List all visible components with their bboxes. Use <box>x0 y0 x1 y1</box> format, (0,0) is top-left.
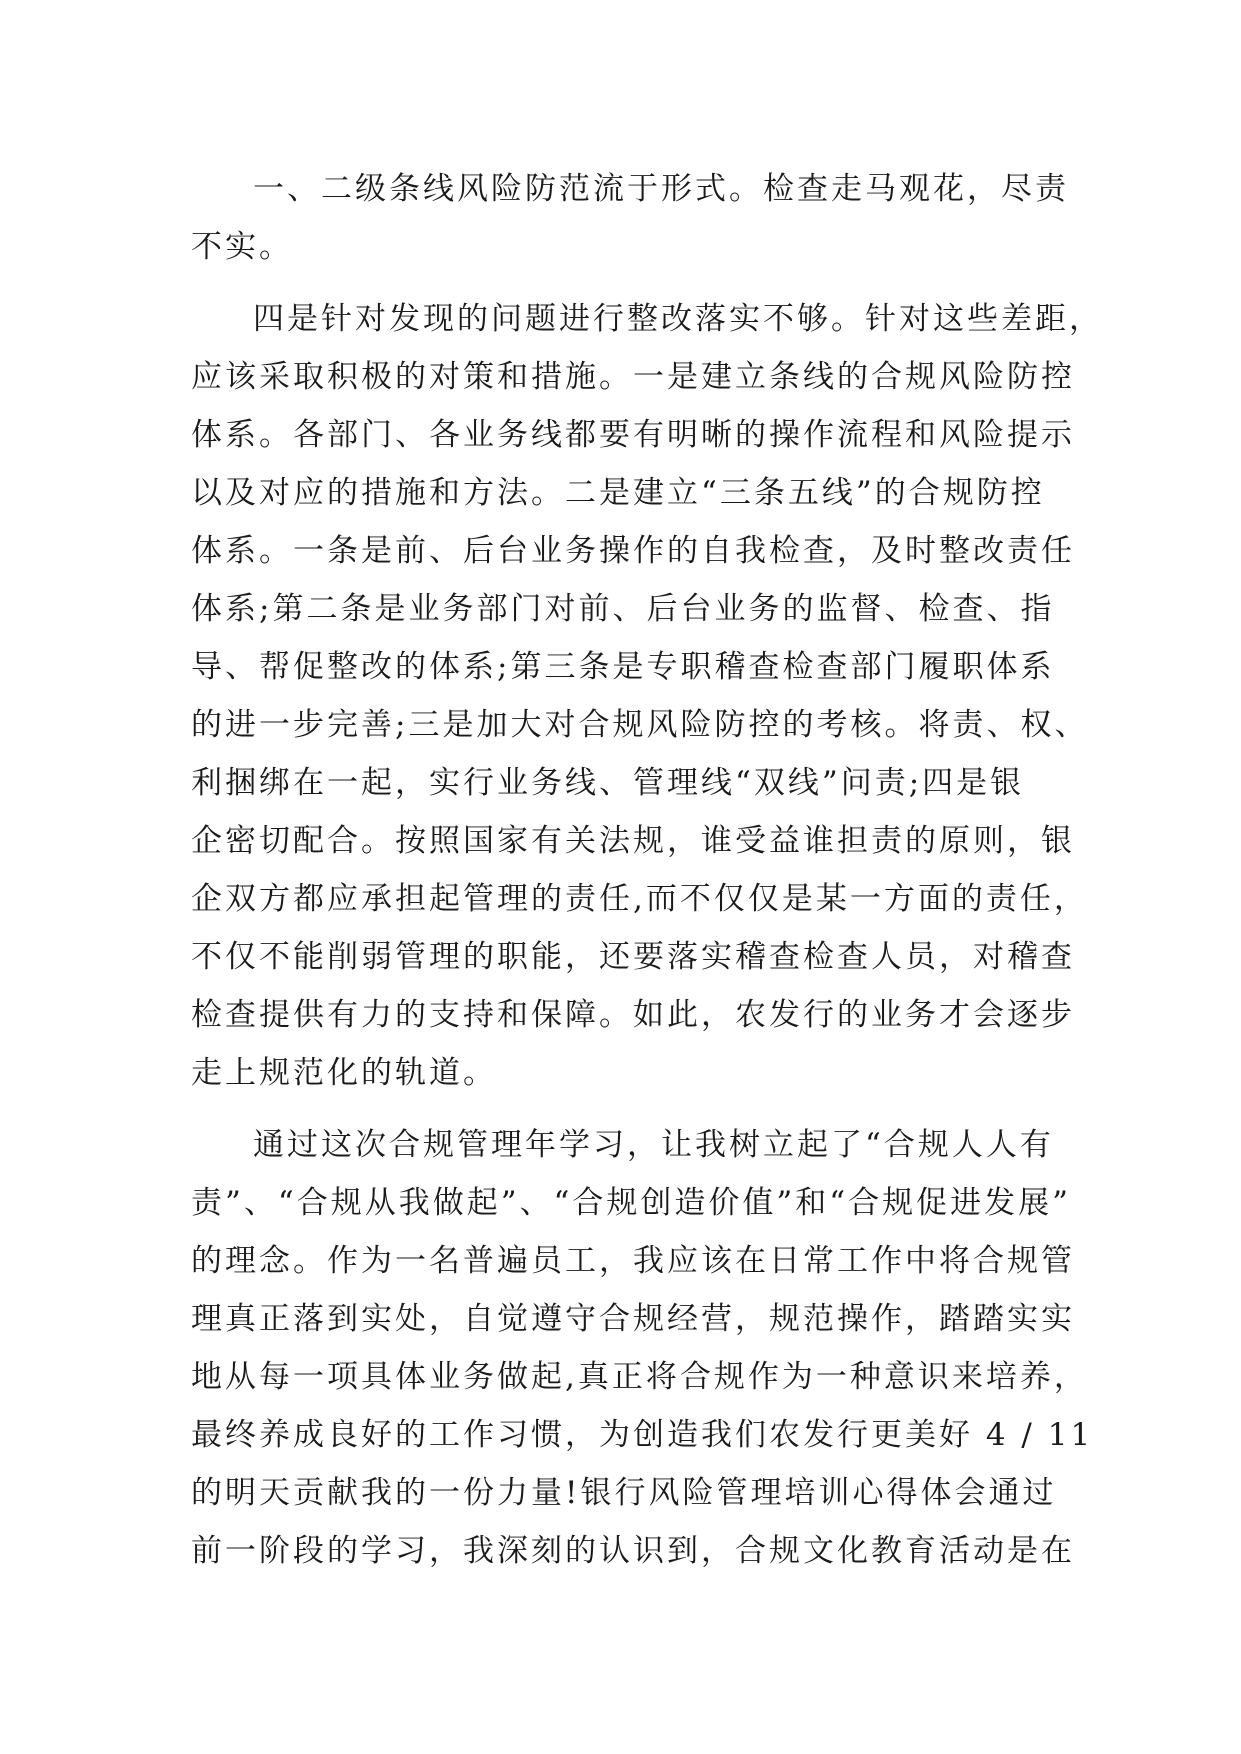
text-line: 利捆绑在一起，实行业务线、管理线“双线”问责;四是银 <box>191 765 1025 801</box>
paragraph-2 <box>191 290 1103 1102</box>
text-line: 导、帮促整改的体系;第三条是专职稽查检查部门履职体系 <box>191 649 1055 685</box>
text-line: 不实。 <box>191 229 293 265</box>
text-line: 通过这次合规管理年学习，让我树立起了“合规人人有 <box>253 1127 1054 1163</box>
text-line: 体系。各部门、各业务线都要有明晰的操作流程和风险提示 <box>191 417 1075 453</box>
text-line: 企密切配合。按照国家有关法规，谁受益谁担责的原则，银 <box>191 823 1075 859</box>
text-line: 理真正落到实处，自觉遵守合规经营，规范操作，踏踏实实 <box>191 1301 1075 1337</box>
text-line: 前一阶段的学习，我深刻的认识到，合规文化教育活动是在 <box>191 1533 1075 1569</box>
text-line: 的明天贡献我的一份力量!银行风险管理培训心得体会通过 <box>191 1475 1057 1511</box>
text-line: 应该采取积极的对策和措施。一是建立条线的合规风险防控 <box>191 359 1075 395</box>
text-line: 最终养成良好的工作习惯，为创造我们农发行更美好 4 / 11 <box>191 1417 1094 1453</box>
text-line: 检查提供有力的支持和保障。如此，农发行的业务才会逐步 <box>191 997 1075 1033</box>
text-line: 体系;第二条是业务部门对前、后台业务的监督、检查、指 <box>191 591 1055 627</box>
paragraph-3 <box>191 1116 1094 1580</box>
paragraph-1 <box>191 160 1069 276</box>
text-line: 的进一步完善;三是加大对合规风险防控的考核。将责、权、 <box>191 707 1089 743</box>
text-line: 企双方都应承担起管理的责任,而不仅仅是某一方面的责任， <box>191 881 1088 917</box>
text-line: 的理念。作为一名普遍员工，我应该在日常工作中将合规管 <box>191 1243 1075 1279</box>
text-line: 地从每一项具体业务做起,真正将合规作为一种意识来培养， <box>191 1359 1088 1395</box>
text-line: 体系。一条是前、后台业务操作的自我检查，及时整改责任 <box>191 533 1075 569</box>
document-body <box>191 160 1103 1580</box>
text-line: 责”、“合规从我做起”、“合规创造价值”和“合规促进发展” <box>191 1185 1071 1221</box>
text-line: 四是针对发现的问题进行整改落实不够。针对这些差距， <box>253 301 1103 337</box>
text-line: 走上规范化的轨道。 <box>191 1055 497 1091</box>
text-line: 一、二级条线风险防范流于形式。检查走马观花，尽责 <box>253 171 1069 207</box>
text-line: 不仅不能削弱管理的职能，还要落实稽查检查人员，对稽查 <box>191 939 1075 975</box>
text-line: 以及对应的措施和方法。二是建立“三条五线”的合规防控 <box>191 475 1045 511</box>
